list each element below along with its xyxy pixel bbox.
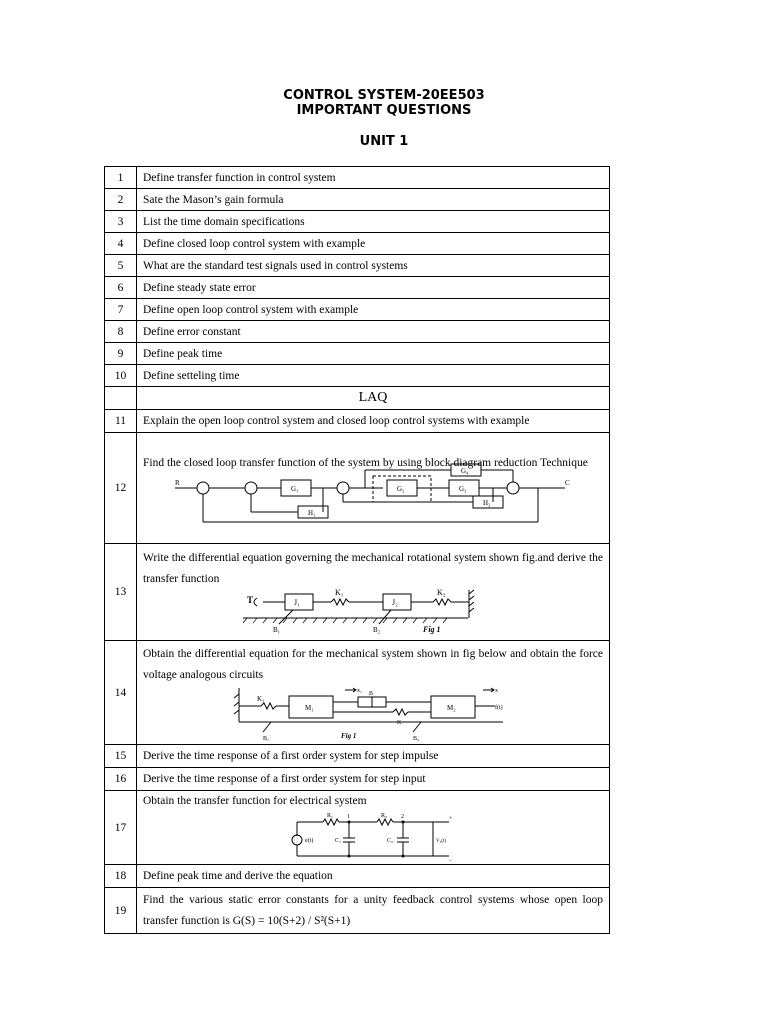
- figure-label: 2: [401, 814, 404, 820]
- table-row: [105, 641, 610, 745]
- question-number: 16: [105, 768, 137, 791]
- question-number: 1: [105, 167, 137, 189]
- table-row: [105, 277, 610, 299]
- figure-label: 1: [347, 814, 350, 820]
- question-text: Define closed loop control system with example: [137, 233, 610, 255]
- question-text: Find the closed loop transfer function of the system by using block diagram reduction Technique: [143, 456, 588, 469]
- figure-label: K₁: [335, 588, 344, 597]
- table-row: [105, 745, 610, 768]
- figure-label: +: [449, 816, 453, 822]
- question-text: Define peak time: [137, 343, 610, 365]
- figure-label: x: [495, 687, 498, 694]
- figure-label: J₂: [392, 598, 398, 607]
- figure-label: K₂: [437, 588, 446, 597]
- figure-label: −: [449, 858, 453, 864]
- mechanical-system-figure: [233, 686, 513, 742]
- laq-heading-row: [105, 387, 610, 410]
- figure-caption: Fig 1: [341, 731, 357, 740]
- question-text: Define steady state error: [137, 277, 610, 299]
- question-number: 2: [105, 189, 137, 211]
- figure-label: J₁: [294, 598, 300, 607]
- table-row: [105, 343, 610, 365]
- figure-caption: Fig 1: [423, 625, 441, 634]
- figure-label: K: [397, 719, 402, 726]
- laq-heading: LAQ: [137, 387, 610, 410]
- figure-label: K₁: [257, 694, 265, 703]
- table-row: [105, 791, 610, 865]
- figure-label: V₂(t): [436, 839, 447, 844]
- question-number: 3: [105, 211, 137, 233]
- question-text: Define setteling time: [137, 365, 610, 387]
- table-row: [105, 211, 610, 233]
- questions-table: [104, 166, 610, 934]
- table-row: [105, 544, 610, 641]
- figure-label: G₂: [397, 484, 405, 493]
- question-text: Derive the time response of a first order system for step input: [137, 768, 610, 791]
- question-number: 5: [105, 255, 137, 277]
- question-number: 7: [105, 299, 137, 321]
- question-text: Explain the open loop control system and closed loop control systems with example: [137, 410, 610, 433]
- figure-label: C: [565, 478, 570, 487]
- question-number: 11: [105, 410, 137, 433]
- figure-label: M₂: [447, 703, 456, 712]
- question-number: 12: [105, 433, 137, 544]
- figure-label: G₃: [459, 484, 467, 493]
- figure-label: x₁: [357, 687, 363, 694]
- question-cell: [137, 433, 610, 544]
- figure-label: M₁: [305, 703, 314, 712]
- rotational-system-figure: [243, 590, 503, 636]
- question-text: Obtain the differential equation for the mechanical system shown in fig below and obtain the force voltage analogous circuits: [143, 647, 603, 681]
- question-number: 8: [105, 321, 137, 343]
- question-number: 14: [105, 641, 137, 745]
- question-text: Find the various static error constants for a unity feedback control systems whose open loop transfer function is G(S) = 10(S+2) / S²(S+1): [137, 888, 610, 934]
- figure-label: B₂: [413, 735, 420, 742]
- figure-label: R: [175, 478, 180, 487]
- question-text: What are the standard test signals used in control systems: [137, 255, 610, 277]
- table-row: [105, 321, 610, 343]
- question-cell: [137, 544, 610, 641]
- table-row: [105, 255, 610, 277]
- block-diagram-figure: [173, 466, 573, 524]
- question-text: Define peak time and derive the equation: [137, 865, 610, 888]
- question-text: Define open loop control system with example: [137, 299, 610, 321]
- question-number: 13: [105, 544, 137, 641]
- table-row: [105, 233, 610, 255]
- figure-label: B: [369, 690, 374, 697]
- question-text: Write the differential equation governing the mechanical rotational system shown fig.and derive the transfer function: [143, 552, 603, 585]
- question-number: 6: [105, 277, 137, 299]
- figure-label: R₂: [381, 813, 388, 819]
- question-number: 18: [105, 865, 137, 888]
- figure-label: G₁: [291, 484, 299, 493]
- question-number: 19: [105, 888, 137, 934]
- electrical-circuit-figure: [283, 812, 463, 864]
- table-row: [105, 768, 610, 791]
- figure-label: f(t): [495, 704, 503, 711]
- figure-label: T: [247, 595, 254, 605]
- question-number: 17: [105, 791, 137, 865]
- table-row: [105, 189, 610, 211]
- question-text: Sate the Mason’s gain formula: [137, 189, 610, 211]
- figure-label: B₁: [263, 735, 270, 742]
- figure-label: G₄: [461, 466, 469, 475]
- figure-label: e(t): [305, 838, 314, 844]
- figure-label: R₁: [327, 813, 334, 819]
- figure-label: H₂: [483, 498, 491, 507]
- figure-label: H₁: [308, 508, 316, 517]
- table-row: [105, 410, 610, 433]
- table-row: [105, 167, 610, 189]
- question-number: 4: [105, 233, 137, 255]
- table-row: [105, 299, 610, 321]
- table-row: [105, 365, 610, 387]
- table-row: [105, 433, 610, 544]
- document-subtitle: IMPORTANT QUESTIONS: [296, 103, 472, 118]
- table-row: [105, 888, 610, 934]
- figure-label: B₁: [273, 626, 281, 634]
- question-text: Obtain the transfer function for electrical system: [143, 795, 367, 807]
- question-cell: [137, 791, 610, 865]
- question-cell: [137, 641, 610, 745]
- figure-label: C₂: [387, 838, 394, 844]
- question-number: 10: [105, 365, 137, 387]
- figure-label: B₂: [373, 626, 381, 634]
- unit-heading: UNIT 1: [359, 134, 409, 149]
- question-text: Define error constant: [137, 321, 610, 343]
- question-text: Define transfer function in control system: [137, 167, 610, 189]
- figure-label: C₁: [335, 838, 342, 844]
- document-title: CONTROL SYSTEM-20EE503: [283, 88, 485, 103]
- question-number: 15: [105, 745, 137, 768]
- table-row: [105, 865, 610, 888]
- question-number: 9: [105, 343, 137, 365]
- question-text: Derive the time response of a first order system for step impulse: [137, 745, 610, 768]
- question-text: List the time domain specifications: [137, 211, 610, 233]
